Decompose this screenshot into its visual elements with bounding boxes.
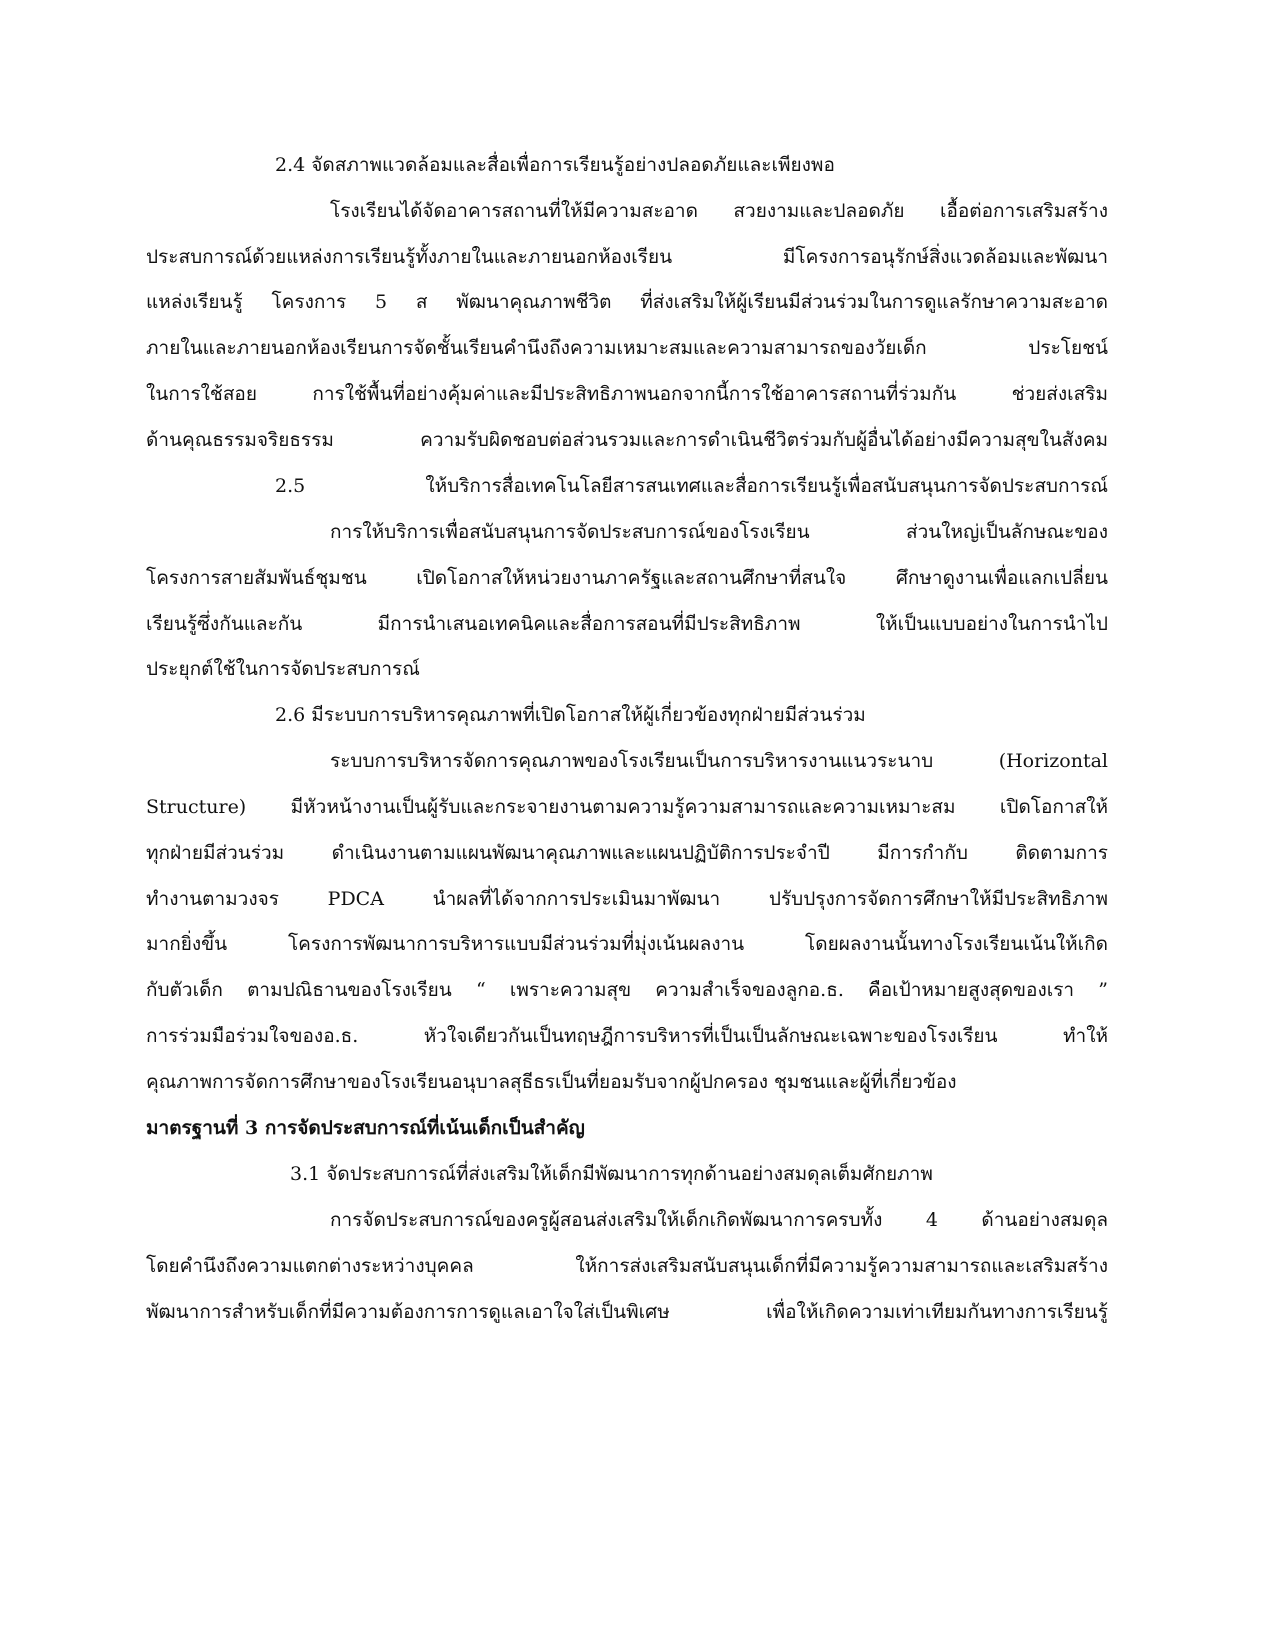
paragraph-line: ระบบการบริหารจัดการคุณภาพของโรงเรียนเป็นการบริหารงานแนวระนาบ (Horizontal [330,750,1108,772]
section-heading-3-1: 3.1 จัดประสบการณ์ที่ส่งเสริมให้เด็กมีพัฒนาการทุกด้านอย่างสมดุลเต็มศักยภาพ [290,1163,933,1185]
paragraph-line: ทำงานตามวงจร PDCA นำผลที่ได้จากการประเมินมาพัฒนา ปรับปรุงการจัดการศึกษาให้มีประสิทธิภาพ [146,888,1108,910]
paragraph-line: โดยคำนึงถึงความแตกต่างระหว่างบุคคล ให้การส่งเสริมสนับสนุนเด็กที่มีความรู้ความสามารถและเสริมสร้าง [146,1255,1108,1277]
paragraph-line: Structure) มีหัวหน้างานเป็นผู้รับและกระจายงานตามความรู้ความสามารถและความเหมาะสม เปิดโอกาสให้ [146,796,1108,818]
paragraph-line: พัฒนาการสำหรับเด็กที่มีความต้องการการดูแลเอาใจใส่เป็นพิเศษ เพื่อให้เกิดความเท่าเทียมกันทางการเรียนรู้ [146,1301,1108,1323]
paragraph-line: ประยุกต์ใช้ในการจัดประสบการณ์ [146,658,420,680]
paragraph-line: โครงการสายสัมพันธ์ชุมชน เปิดโอกาสให้หน่วยงานภาครัฐและสถานศึกษาที่สนใจ ศึกษาดูงานเพื่อแลกเปลี่ยน [146,567,1108,589]
paragraph-line: มากยิ่งขึ้น โครงการพัฒนาการบริหารแบบมีส่วนร่วมที่มุ่งเน้นผลงาน โดยผลงานนั้นทางโรงเรียนเน้นให้เกิด [146,933,1108,955]
paragraph-line: ภายในและภายนอกห้องเรียนการจัดชั้นเรียนคำนึงถึงความเหมาะสมและความสามารถของวัยเด็ก ประโยชน์ [146,337,1108,359]
paragraph-line: เรียนรู้ซึ่งกันและกัน มีการนำเสนอเทคนิคและสื่อการสอนที่มีประสิทธิภาพ ให้เป็นแบบอย่างในการนำไป [146,613,1108,635]
standard-3-heading: มาตรฐานที่ 3 การจัดประสบการณ์ที่เน้นเด็กเป็นสำคัญ [146,1117,585,1139]
paragraph-line: โรงเรียนได้จัดอาคารสถานที่ให้มีความสะอาด สวยงามและปลอดภัย เอื้อต่อการเสริมสร้าง [330,200,1108,222]
paragraph-line: ทุกฝ่ายมีส่วนร่วม ดำเนินงานตามแผนพัฒนาคุณภาพและแผนปฏิบัติการประจำปี มีการกำกับ ติดตามการ [146,842,1108,864]
section-heading-2-6: 2.6 มีระบบการบริหารคุณภาพที่เปิดโอกาสให้ผู้เกี่ยวข้องทุกฝ่ายมีส่วนร่วม [275,704,866,726]
paragraph-line: ประสบการณ์ด้วยแหล่งการเรียนรู้ทั้งภายในและภายนอกห้องเรียน มีโครงการอนุรักษ์สิ่งแวดล้อมและพัฒนา [146,246,1108,268]
paragraph-line: การจัดประสบการณ์ของครูผู้สอนส่งเสริมให้เด็กเกิดพัฒนาการครบทั้ง 4 ด้านอย่างสมดุล [330,1209,1108,1231]
paragraph-line: การร่วมมือร่วมใจของอ.ธ. หัวใจเดียวกันเป็นทฤษฎีการบริหารที่เป็นเป็นลักษณะเฉพาะของโรงเรียน ทำให้ [146,1025,1108,1047]
section-heading-2-5: 2.5 ให้บริการสื่อเทคโนโลยีสารสนเทศและสื่อการเรียนรู้เพื่อสนับสนุนการจัดประสบการณ์ [275,475,1108,497]
paragraph-line: กับตัวเด็ก ตามปณิธานของโรงเรียน “ เพราะความสุข ความสำเร็จของลูกอ.ธ. คือเป้าหมายสูงสุดของเรา ” [146,979,1108,1001]
paragraph-line: ด้านคุณธรรมจริยธรรม ความรับผิดชอบต่อส่วนรวมและการดำเนินชีวิตร่วมกับผู้อื่นได้อย่างมีความสุขในสังคม [146,429,1108,451]
section-heading-2-4: 2.4 จัดสภาพแวดล้อมและสื่อเพื่อการเรียนรู้อย่างปลอดภัยและเพียงพอ [275,154,835,176]
paragraph-line: ในการใช้สอย การใช้พื้นที่อย่างคุ้มค่าและมีประสิทธิภาพนอกจากนี้การใช้อาคารสถานที่ร่วมกัน ช่วยส่งเสริม [146,383,1108,405]
paragraph-line: คุณภาพการจัดการศึกษาของโรงเรียนอนุบาลสุธีธรเป็นที่ยอมรับจากผู้ปกครอง ชุมชนและผู้ที่เกี่ยวข้อง [146,1071,957,1093]
paragraph-line: การให้บริการเพื่อสนับสนุนการจัดประสบการณ์ของโรงเรียน ส่วนใหญ่เป็นลักษณะของ [330,521,1108,543]
paragraph-line: แหล่งเรียนรู้ โครงการ 5 ส พัฒนาคุณภาพชีวิต ที่ส่งเสริมให้ผู้เรียนมีส่วนร่วมในการดูแลรักษาความสะอาด [146,291,1108,313]
